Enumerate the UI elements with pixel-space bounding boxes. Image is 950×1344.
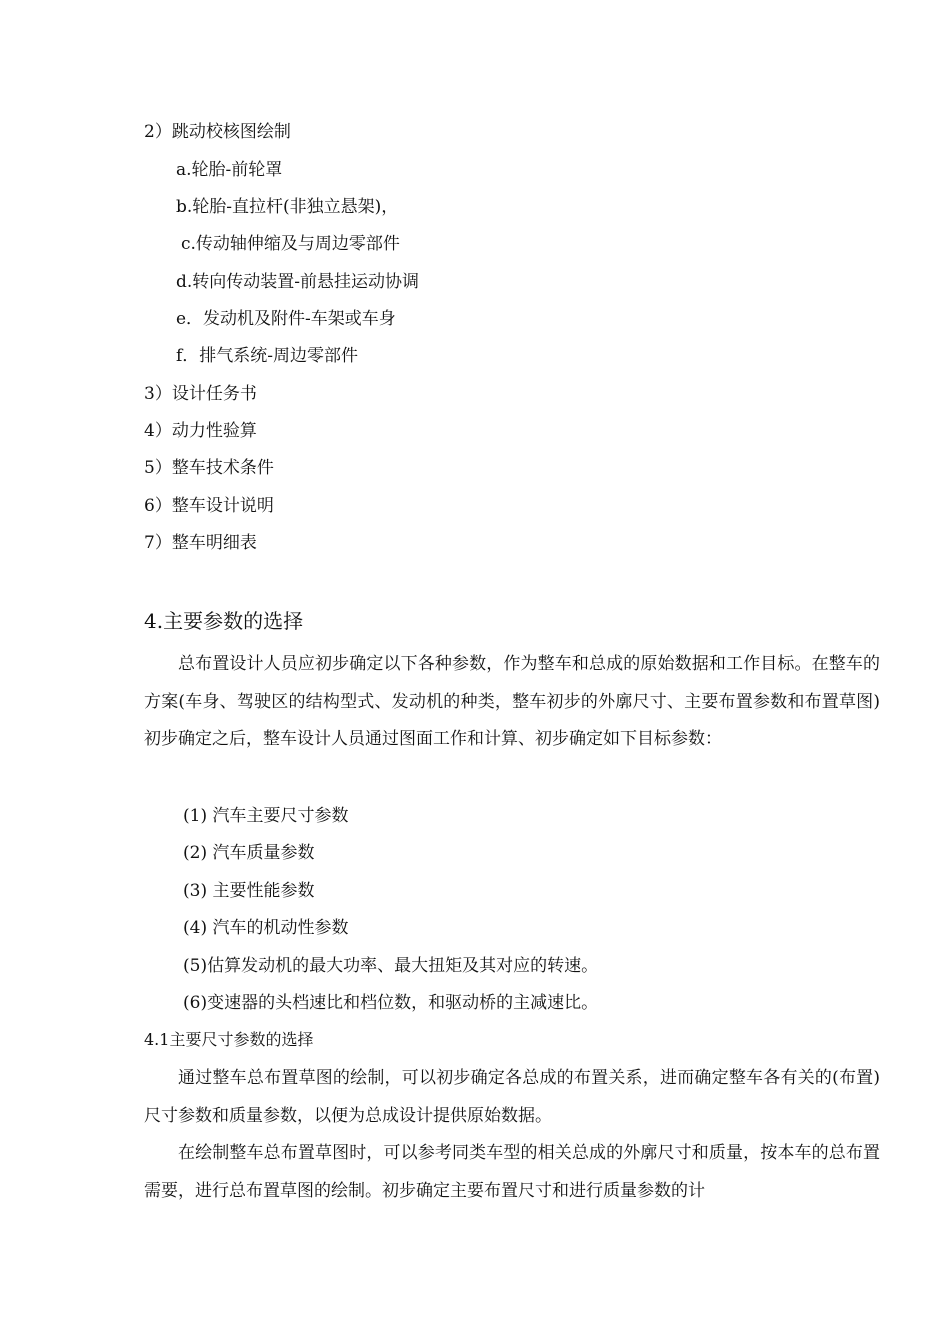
body-paragraph: 在绘制整车总布置草图时，可以参考同类车型的相关总成的外廓尺寸和质量，按本车的总布置需要，进行总布置草图的绘制。初步确定主要布置尺寸和进行质量参数的计 — [144, 1143, 880, 1201]
param-item: (4) 汽车的机动性参数 — [183, 918, 349, 938]
list-item: 4）动力性验算 — [144, 421, 257, 441]
list-item: f．排气系统-周边零部件 — [176, 346, 359, 366]
list-item: 7）整车明细表 — [144, 533, 257, 553]
body-paragraph: 通过整车总布置草图的绘制，可以初步确定各总成的布置关系，进而确定整车各有关的(布置)尺寸参数和质量参数，以便为总成设计提供原始数据。 — [144, 1068, 880, 1126]
param-item: (6)变速器的头档速比和档位数，和驱动桥的主减速比。 — [183, 993, 599, 1013]
param-item: (2) 汽车质量参数 — [183, 843, 315, 863]
param-item: (1) 汽车主要尺寸参数 — [183, 806, 349, 826]
list-item: a.轮胎-前轮罩 — [176, 160, 283, 180]
list-item: 3）设计任务书 — [144, 384, 257, 404]
list-item: 6）整车设计说明 — [144, 496, 274, 516]
param-item: (5)估算发动机的最大功率、最大扭矩及其对应的转速。 — [183, 956, 599, 976]
list-item: c.传动轴伸缩及与周边零部件 — [181, 234, 400, 254]
list-item: b.轮胎-直拉杆(非独立悬架)， — [176, 197, 399, 217]
param-item: (3) 主要性能参数 — [183, 881, 315, 901]
intro-paragraph: 总布置设计人员应初步确定以下各种参数，作为整车和总成的原始数据和工作目标。在整车的方案(车身、驾驶区的结构型式、发动机的种类，整车初步的外廓尺寸、主要布置参数和布置草图)初步确定之后，整车设计人员通过图面工作和计算、初步确定如下目标参数： — [144, 654, 880, 750]
subsection-heading: 4.1主要尺寸参数的选择 — [144, 1030, 314, 1049]
section-heading: 4.主要参数的选择 — [144, 609, 304, 633]
list-item: d.转向传动装置-前悬挂运动协调 — [176, 272, 420, 292]
list-item: 2）跳动校核图绘制 — [144, 122, 291, 142]
list-item: 5）整车技术条件 — [144, 458, 274, 478]
list-item: e．发动机及附件-车架或车身 — [176, 309, 396, 329]
